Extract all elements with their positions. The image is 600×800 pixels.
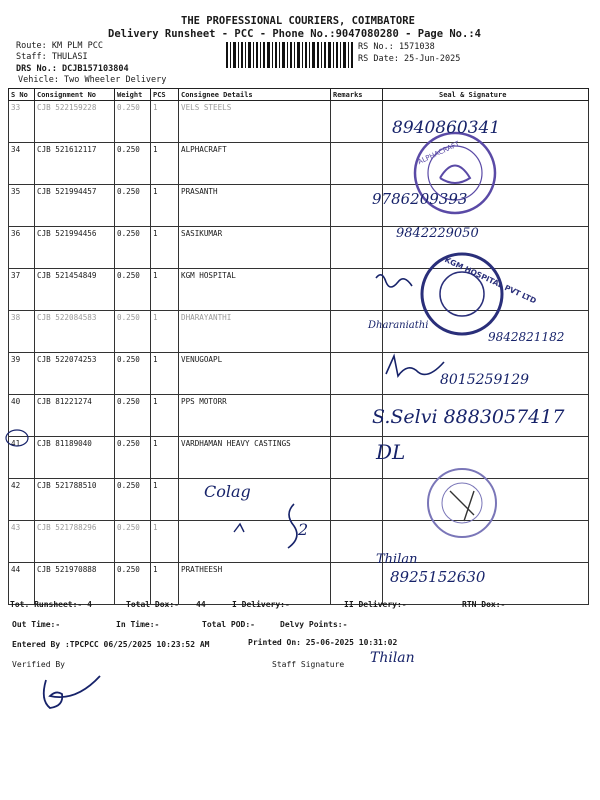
handwriting-row43-sign: 2 bbox=[298, 520, 309, 539]
row-consignee: VENUGOAPL bbox=[179, 353, 331, 395]
row-weight: 0.250 bbox=[115, 479, 151, 521]
row43-signature-scribble bbox=[272, 500, 312, 550]
row-pcs: 1 bbox=[151, 101, 179, 143]
row-remarks bbox=[331, 311, 383, 353]
row-consignment: CJB 521994457 bbox=[35, 185, 115, 227]
col-seal-signature: Seal & Signature bbox=[383, 89, 589, 101]
total-pod-label: Total POD:- bbox=[202, 620, 255, 629]
row-consignment: CJB 521612117 bbox=[35, 143, 115, 185]
row-sno: 33 bbox=[9, 101, 35, 143]
row-weight: 0.250 bbox=[115, 143, 151, 185]
row-consignment: CJB 521788296 bbox=[35, 521, 115, 563]
row-remarks bbox=[331, 479, 383, 521]
col-remarks: Remarks bbox=[331, 89, 383, 101]
row-sno: 42 bbox=[9, 479, 35, 521]
row-remarks bbox=[331, 521, 383, 563]
row-sno: 43 bbox=[9, 521, 35, 563]
row-41-circle-mark bbox=[4, 428, 30, 448]
row-sno: 40 bbox=[9, 395, 35, 437]
handwriting-row35-phone: 9786209393 bbox=[372, 190, 468, 208]
col-sno: S No bbox=[9, 89, 35, 101]
row-sno: 37 bbox=[9, 269, 35, 311]
verified-by-label: Verified By bbox=[12, 660, 65, 669]
vehicle-label: Vehicle: Two Wheeler Delivery bbox=[18, 75, 167, 85]
col-pcs: PCS bbox=[151, 89, 179, 101]
barcode bbox=[226, 42, 353, 68]
row39-signature-scribble bbox=[380, 350, 450, 382]
row-consignment: CJB 522074253 bbox=[35, 353, 115, 395]
row-remarks bbox=[331, 563, 383, 605]
row-pcs: 1 bbox=[151, 269, 179, 311]
handwriting-row36-phone: 9842229050 bbox=[396, 226, 479, 241]
staff-signature-label: Staff Signature bbox=[272, 660, 345, 669]
row-consignee: VELS STEELS bbox=[179, 101, 331, 143]
handwriting-row41-sign: DL bbox=[376, 440, 406, 464]
row-weight: 0.250 bbox=[115, 227, 151, 269]
row-weight: 0.250 bbox=[115, 101, 151, 143]
ii-delivery-label: II Delivery:- bbox=[344, 600, 407, 609]
row-sno: 39 bbox=[9, 353, 35, 395]
row-pcs: 1 bbox=[151, 395, 179, 437]
row-pcs: 1 bbox=[151, 143, 179, 185]
row-consignee: PRATHEESH bbox=[179, 563, 331, 605]
drs-number: DRS No.: DCJB157103804 bbox=[16, 64, 129, 74]
out-time-label: Out Time:- bbox=[12, 620, 61, 629]
handwriting-row44-phone: 8925152630 bbox=[390, 568, 486, 586]
col-weight: Weight bbox=[115, 89, 151, 101]
staff-signature-handwriting: Thilan bbox=[370, 650, 415, 666]
row-pcs: 1 bbox=[151, 185, 179, 227]
rtn-dox-label: RTN Dox:- bbox=[462, 600, 506, 609]
row-consignment: CJB 81221274 bbox=[35, 395, 115, 437]
row-consignee: ALPHACRAFT bbox=[179, 143, 331, 185]
delvy-points-label: Delvy Points:- bbox=[280, 620, 348, 629]
row-pcs: 1 bbox=[151, 437, 179, 479]
row-consignment: CJB 521454849 bbox=[35, 269, 115, 311]
handwriting-row40-sign: S.Selvi 8883057417 bbox=[372, 406, 565, 428]
verified-by-signature bbox=[36, 672, 106, 712]
row-weight: 0.250 bbox=[115, 353, 151, 395]
row-consignment: CJB 81189040 bbox=[35, 437, 115, 479]
row37-signature-scribble bbox=[372, 268, 416, 298]
row-sno: 36 bbox=[9, 227, 35, 269]
table-row bbox=[9, 563, 589, 605]
row-consignment: CJB 521970888 bbox=[35, 563, 115, 605]
table-row bbox=[9, 185, 589, 227]
i-delivery-label: I Delivery:- bbox=[232, 600, 290, 609]
row-sno: 35 bbox=[9, 185, 35, 227]
row-weight: 0.250 bbox=[115, 269, 151, 311]
row-remarks bbox=[331, 143, 383, 185]
total-dox-value: 44 bbox=[196, 600, 206, 609]
row-weight: 0.250 bbox=[115, 311, 151, 353]
col-consignment: Consignment No bbox=[35, 89, 115, 101]
row-consignee: PPS MOTORR bbox=[179, 395, 331, 437]
row-pcs: 1 bbox=[151, 353, 179, 395]
row-sno: 44 bbox=[9, 563, 35, 605]
company-title: THE PROFESSIONAL COURIERS, COIMBATORE bbox=[181, 15, 415, 27]
row-consignment: CJB 522159228 bbox=[35, 101, 115, 143]
handwriting-row39-phone: 8015259129 bbox=[440, 372, 530, 388]
handwriting-row33-phone: 8940860341 bbox=[392, 118, 501, 138]
kgm-stamp-text: KGM HOSPITAL PVT LTD bbox=[443, 255, 538, 306]
row-consignment: CJB 521994456 bbox=[35, 227, 115, 269]
kgm-hospital-stamp bbox=[418, 250, 538, 338]
row-sno: 34 bbox=[9, 143, 35, 185]
row-consignee: PRASANTH bbox=[179, 185, 331, 227]
row-pcs: 1 bbox=[151, 479, 179, 521]
rs-number: RS No.: 1571038 bbox=[358, 42, 435, 52]
row-weight: 0.250 bbox=[115, 521, 151, 563]
row-consignee: SASIKUMAR bbox=[179, 227, 331, 269]
table-row bbox=[9, 101, 589, 143]
row-pcs: 1 bbox=[151, 311, 179, 353]
row-consignment: CJB 521788510 bbox=[35, 479, 115, 521]
total-dox-label: Total Dox:- bbox=[126, 600, 179, 609]
row-remarks bbox=[331, 353, 383, 395]
row-consignment: CJB 522084583 bbox=[35, 311, 115, 353]
row-remarks bbox=[331, 101, 383, 143]
row-consignee: KGM HOSPITAL bbox=[179, 269, 331, 311]
handwriting-row42-sign: Colag bbox=[204, 482, 251, 501]
alphacraft-stamp-text: ALPHACRAFT bbox=[416, 139, 461, 167]
printed-on: Printed On: 25-06-2025 10:31:02 bbox=[248, 638, 398, 647]
row-consignee: VARDHAMAN HEAVY CASTINGS bbox=[179, 437, 331, 479]
row-weight: 0.250 bbox=[115, 185, 151, 227]
handwriting-row38-phone: 9842821182 bbox=[488, 330, 565, 344]
row-consignee: DHARAYANTHI bbox=[179, 311, 331, 353]
row-weight: 0.250 bbox=[115, 395, 151, 437]
entered-by: Entered By :TPCPCC 06/25/2025 10:23:52 AM bbox=[12, 640, 210, 649]
row-weight: 0.250 bbox=[115, 437, 151, 479]
staff-label: Staff: THULASI bbox=[16, 52, 88, 62]
row-weight: 0.250 bbox=[115, 563, 151, 605]
handwriting-row38-name: Dharaniathi bbox=[368, 320, 429, 331]
row-pcs: 1 bbox=[151, 563, 179, 605]
row-remarks bbox=[331, 227, 383, 269]
table-row bbox=[9, 143, 589, 185]
row43-tick-mark bbox=[230, 520, 250, 536]
runsheet-subtitle: Delivery Runsheet - PCC - Phone No.:9047080280 - Page No.:4 bbox=[108, 28, 481, 40]
row-sno: 38 bbox=[9, 311, 35, 353]
courier-stamp bbox=[424, 465, 500, 541]
total-runsheet: Tot. Runsheet:- 4 bbox=[10, 600, 92, 609]
row-pcs: 1 bbox=[151, 227, 179, 269]
row-remarks bbox=[331, 437, 383, 479]
row-sno: 41 bbox=[9, 437, 35, 479]
in-time-label: In Time:- bbox=[116, 620, 160, 629]
route-label: Route: KM PLM PCC bbox=[16, 41, 103, 51]
row-pcs: 1 bbox=[151, 521, 179, 563]
table-row bbox=[9, 437, 589, 479]
table-header-row bbox=[9, 89, 589, 101]
col-consignee: Consignee Details bbox=[179, 89, 331, 101]
rs-date: RS Date: 25-Jun-2025 bbox=[358, 54, 461, 64]
handwriting-row44-name: Thilan bbox=[376, 552, 418, 567]
